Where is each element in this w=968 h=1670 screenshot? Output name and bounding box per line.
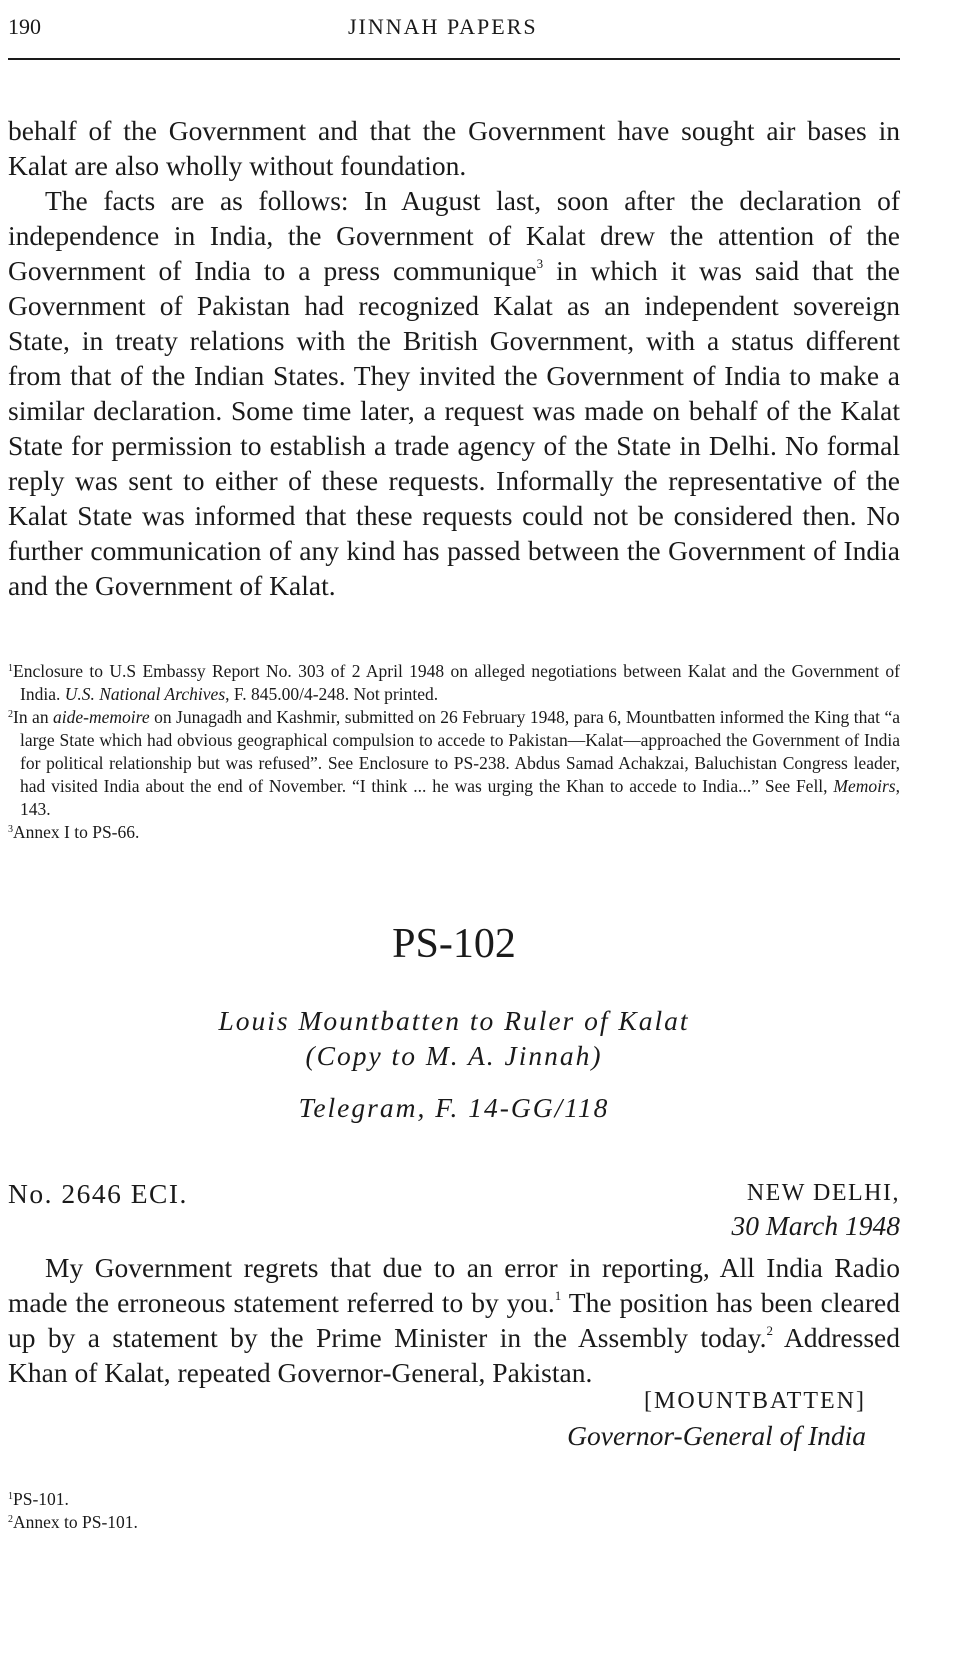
footnote-text: on Junagadh and Kashmir, submitted on 26 February 1948, para 6, Mountbatten informed the King that “a large State which had obvious geographical compulsion to accede to Pakistan—Kalat—approached the Government of India for political relationship but was refused”. See Enclosure to PS-238. Abdus Samad Achakzai, Baluchistan Congress leader, had visited India about the end of November. “I think ... he was urging the Khan to accede to India...” See Fell,	[20, 707, 900, 796]
running-head	[8, 6, 902, 46]
paragraph-continuation: behalf of the Government and that the Government have sought air bases in Kalat are also wholly without foundation.	[8, 115, 900, 181]
telegram-text-a: My Government regrets that due to an error in reporting, All India Radio made the erroneous statement referred to by you.	[8, 1252, 900, 1318]
footnote-text: Annex I to PS-66.	[13, 822, 140, 842]
header-rule	[8, 58, 900, 60]
footnote-number: 1	[8, 663, 13, 674]
telegram-text-c: Addressed Khan of Kalat, repeated Governor-General, Pakistan.	[8, 1322, 900, 1388]
footnote-ref-3: 3	[536, 256, 544, 271]
page-number: 190	[8, 14, 41, 39]
running-title: JINNAH PAPERS	[348, 14, 538, 39]
footnote-number: 1	[8, 1491, 13, 1502]
footnote-italic: Memoirs	[833, 776, 896, 796]
footnote-text: , F. 845.00/4-248. Not printed.	[225, 684, 439, 704]
reference-number: No. 2646 ECI.	[8, 1178, 188, 1209]
paragraph-facts-text-b: in which it was said that the Government of Pakistan had recognized Kalat as an independent sovereign State, in treaty relations with the British Government, with a status different from that of the Indian States. They invited the Government of India to make a similar declaration. Some time later, a request was made on behalf of the Kalat State for permission to establish a trade agency of the State in Delhi. No formal reply was sent to either of these requests. Informally the representative of the Kalat State was informed that these requests could not be considered then. No further communication of any kind has passed between the Government of India and the Government of Kalat.	[8, 255, 900, 601]
footnotes-section-2	[8, 1488, 900, 1534]
footnote-text: Annex to PS-101.	[13, 1512, 138, 1532]
footnotes-section-1	[8, 660, 900, 844]
signature-name: [MOUNTBATTEN]	[644, 1388, 866, 1414]
footnote-ref-2: 2	[766, 1323, 774, 1338]
telegram-body	[8, 1250, 900, 1390]
footnote-2	[8, 1511, 900, 1534]
footnote-text: PS-101.	[13, 1489, 69, 1509]
footnote-1	[8, 660, 900, 706]
footnote-number: 2	[8, 709, 13, 720]
footnote-text: , 143.	[20, 776, 900, 819]
place: NEW DELHI,	[746, 1180, 900, 1206]
footnote-number: 3	[8, 824, 13, 835]
footnote-number: 2	[8, 1514, 13, 1525]
paragraph-facts-text-a: The facts are as follows: In August last, soon after the declaration of independence in India, the Government of Kalat drew the attention of the Government of India to a press communique	[8, 185, 900, 286]
footnote-1	[8, 1488, 900, 1511]
footnote-2	[8, 706, 900, 821]
telegram-text-b: The position has been cleared up by a statement by the Prime Minister in the Assembly today.	[8, 1287, 900, 1353]
document-heading-correspondents: Louis Mountbatten to Ruler of Kalat	[218, 1005, 690, 1036]
date: 30 March 1948	[731, 1210, 900, 1241]
footnote-ref-1: 1	[554, 1288, 562, 1303]
footnote-text: In an	[13, 707, 54, 727]
footnote-italic: U.S. National Archives	[64, 684, 226, 704]
document-heading-type: Telegram, F. 14-GG/118	[298, 1092, 610, 1123]
footnote-3	[8, 821, 900, 844]
signature-title: Governor-General of India	[567, 1420, 866, 1451]
footnote-text: Enclosure to U.S Embassy Report No. 303 of 2 April 1948 on alleged negotiations between Kalat and the Government of India.	[13, 661, 900, 704]
paragraph-facts	[8, 183, 900, 603]
document-id: PS-102	[392, 921, 516, 967]
footnote-italic: aide-memoire	[53, 707, 150, 727]
document-heading-copy: (Copy to M. A. Jinnah)	[305, 1040, 603, 1071]
